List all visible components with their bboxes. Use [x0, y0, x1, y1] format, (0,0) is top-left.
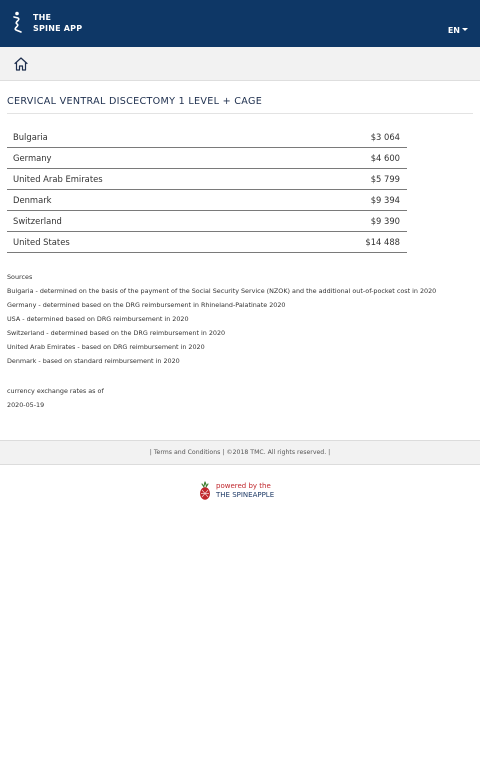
- brand-name[interactable]: [33, 12, 82, 34]
- powered-by-line-2: THE SPINEAPPLE: [216, 491, 275, 499]
- price-row-denmark: [7, 190, 407, 211]
- price-row-bulgaria: [7, 127, 407, 148]
- caret-down-icon: [462, 28, 468, 31]
- price-value: $9 394: [370, 195, 400, 205]
- price-row-uae: [7, 169, 407, 190]
- home-icon[interactable]: [13, 56, 29, 72]
- sources-heading: Sources: [7, 273, 33, 281]
- source-line: Bulgaria - determined on the basis of the payment of the Social Security Service (NZOK) and the additional out-of-pocket cost in 2020: [7, 287, 437, 295]
- footer: [0, 440, 480, 465]
- app-header: [0, 0, 480, 47]
- country-name: Denmark: [13, 195, 52, 205]
- price-row-switzerland: [7, 211, 407, 232]
- source-line: Switzerland - determined based on the DRG reimbursement in 2020: [7, 329, 226, 337]
- page-title: CERVICAL VENTRAL DISCECTOMY 1 LEVEL + CAGE: [7, 96, 473, 114]
- price-value: $14 488: [365, 237, 400, 247]
- footer-separator: |: [149, 449, 152, 456]
- exchange-rate-date: 2020-05-19: [7, 401, 45, 409]
- country-name: United States: [13, 237, 70, 247]
- price-row-united-states: [7, 232, 407, 253]
- source-line: Denmark - based on standard reimbursement in 2020: [7, 357, 180, 365]
- source-line: Germany - determined based on the DRG reimbursement in Rhineland-Palatinate 2020: [7, 301, 286, 309]
- footer-separator: |: [222, 449, 225, 456]
- source-line: United Arab Emirates - based on DRG reimbursement in 2020: [7, 343, 205, 351]
- language-selector[interactable]: [448, 26, 468, 35]
- country-name: Germany: [13, 153, 52, 163]
- country-name: Switzerland: [13, 216, 62, 226]
- terms-link[interactable]: Terms and Conditions: [153, 449, 221, 456]
- brand-line-1: THE: [33, 13, 52, 22]
- powered-by-line-1: powered by the: [216, 482, 271, 490]
- country-name: Bulgaria: [13, 132, 48, 142]
- exchange-rates: [7, 384, 104, 412]
- footer-separator: |: [328, 449, 331, 456]
- spine-logo-icon[interactable]: [9, 11, 25, 36]
- powered-by-text: [216, 482, 274, 500]
- exchange-rate-label: currency exchange rates as of: [7, 387, 104, 395]
- country-name: United Arab Emirates: [13, 174, 103, 184]
- sources-section: [7, 270, 473, 368]
- navigation-bar: [0, 47, 480, 81]
- brand-line-2: SPINE APP: [33, 24, 83, 33]
- pineapple-logo-icon: [198, 481, 212, 501]
- price-value: $4 600: [370, 153, 400, 163]
- price-value: $3 064: [370, 132, 400, 142]
- price-value: $9 390: [370, 216, 400, 226]
- price-value: $5 799: [370, 174, 400, 184]
- source-line: USA - determined based on DRG reimbursement in 2020: [7, 315, 189, 323]
- language-label: EN: [447, 26, 460, 35]
- price-table: [7, 127, 407, 253]
- copyright-text: ©2018 TMC. All rights reserved.: [226, 449, 327, 456]
- price-row-germany: [7, 148, 407, 169]
